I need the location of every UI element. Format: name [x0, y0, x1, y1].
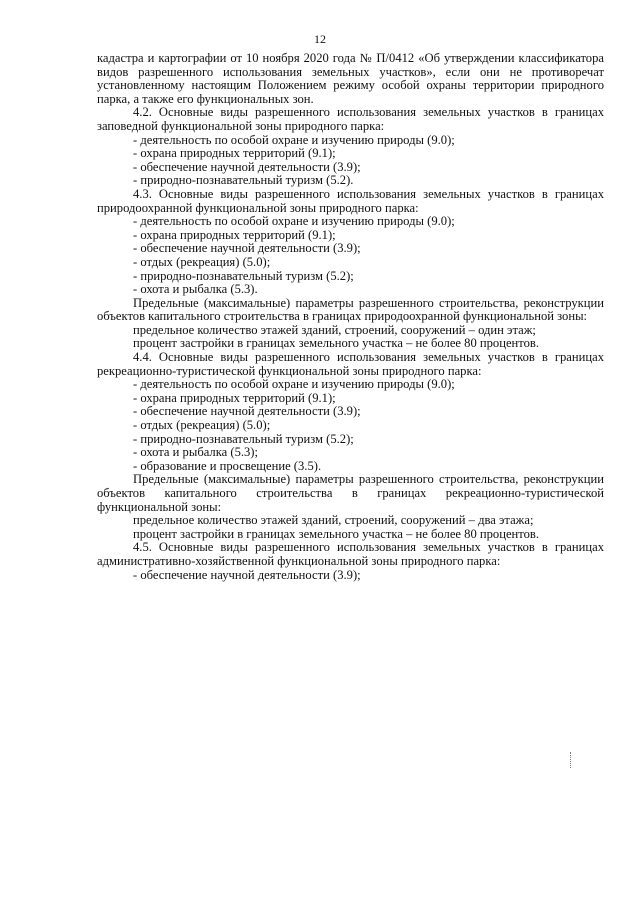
scan-margin-mark	[570, 752, 573, 768]
section-4-4-item: - образование и просвещение (3.5).	[133, 458, 322, 473]
section-4-4-item: - охота и рыбалка (5.3);	[133, 445, 259, 460]
section-4-5-item: - обеспечение научной деятельности (3.9);	[133, 567, 361, 582]
section-4-4-item: - природно-познавательный туризм (5.2);	[133, 431, 354, 446]
section-4-4-item: - охрана природных территорий (9.1);	[133, 390, 336, 405]
section-4-4-limits-heading: Предельные (максимальные) параметры разрешенного строительства, реконструкции объектов капитального строительства в границах рекреационно-туристической функциональной зоны:	[97, 472, 604, 514]
section-4-3-item: - охота и рыбалка (5.3).	[133, 282, 258, 297]
section-4-4-heading: 4.4. Основные виды разрешенного использования земельных участков в границах рекреационно-туристической функциональной зоны природного парка:	[97, 350, 604, 378]
section-4-3-item: - природно-познавательный туризм (5.2);	[133, 268, 354, 283]
section-4-4-coverage: процент застройки в границах земельного участка – не более 80 процентов.	[133, 526, 540, 541]
section-4-4-item: - деятельность по особой охране и изучению природы (9.0);	[133, 377, 455, 392]
section-4-2-item: - деятельность по особой охране и изучению природы (9.0);	[133, 132, 455, 147]
section-4-3-item: - отдых (рекреация) (5.0);	[133, 254, 271, 269]
section-4-4-item: - отдых (рекреация) (5.0);	[133, 418, 271, 433]
document-body	[97, 52, 604, 582]
section-4-3-heading: 4.3. Основные виды разрешенного использования земельных участков в границах природоохранной функциональной зоны природного парка:	[97, 186, 604, 215]
section-4-3-limits-heading: Предельные (максимальные) параметры разрешенного строительства, реконструкции объектов капитального строительства в границах природоохранной функциональной зоны:	[97, 295, 604, 324]
section-4-3-floors: предельное количество этажей зданий, строений, сооружений – один этаж;	[133, 322, 536, 337]
section-4-2-item: - природно-познавательный туризм (5.2).	[133, 173, 354, 188]
section-4-3-item: - деятельность по особой охране и изучению природы (9.0);	[133, 214, 455, 229]
section-4-3-coverage: процент застройки в границах земельного участка – не более 80 процентов.	[133, 336, 540, 351]
section-4-4-item: - обеспечение научной деятельности (3.9);	[133, 404, 361, 419]
section-4-2-item: - обеспечение научной деятельности (3.9);	[133, 159, 361, 174]
section-4-3-item: - обеспечение научной деятельности (3.9);	[133, 241, 361, 256]
section-4-4-floors: предельное количество этажей зданий, строений, сооружений – два этажа;	[133, 513, 534, 528]
section-4-2-item: - охрана природных территорий (9.1);	[133, 146, 336, 161]
section-4-5-heading: 4.5. Основные виды разрешенного использования земельных участков в границах административно-хозяйственной функциональной зоны природного парка:	[97, 540, 604, 568]
section-4-2-heading: 4.2. Основные виды разрешенного использования земельных участков в границах заповедной функциональной зоны природного парка:	[97, 105, 604, 133]
intro-paragraph: кадастра и картографии от 10 ноября 2020 года № П/0412 «Об утверждении классификатора видов разрешенного использования земельных участков», если они не противоречат установленному настоящим Положением режиму особой охраны территории природного парка, а также его функциональных зон.	[97, 51, 604, 106]
section-4-3-item: - охрана природных территорий (9.1);	[133, 227, 336, 242]
page-number: 12	[314, 32, 326, 46]
